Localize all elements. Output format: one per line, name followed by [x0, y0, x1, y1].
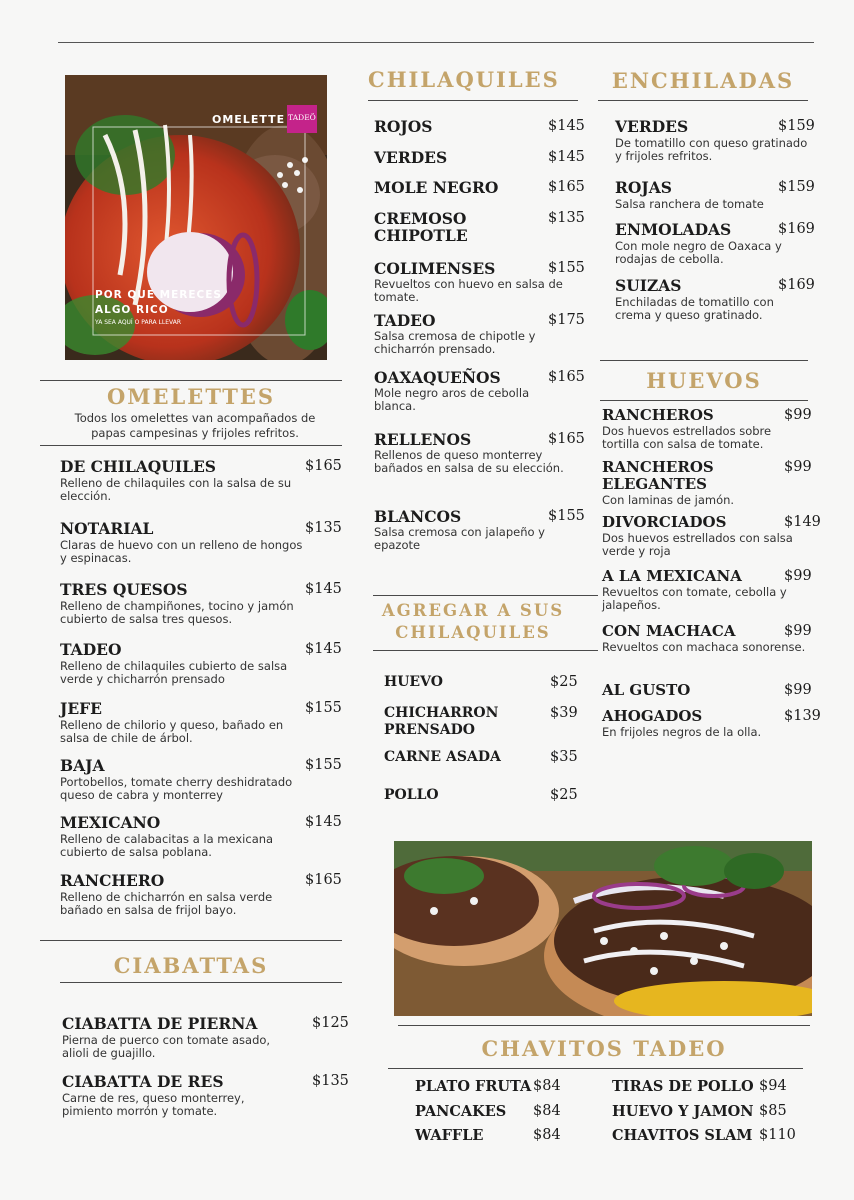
- item-name: WAFFLE: [415, 1127, 484, 1144]
- item-description: Salsa cremosa con jalapeño y epazote: [374, 525, 545, 552]
- chilaquiles-item: [374, 118, 584, 148]
- omelettes-item: [60, 871, 342, 917]
- omelettes-rule-bottom: [40, 445, 342, 446]
- item-price: $165: [305, 872, 342, 888]
- chavitos-item: [415, 1127, 565, 1157]
- chavitos-rule-top: [398, 1025, 810, 1026]
- chavitos-item: [612, 1127, 802, 1157]
- item-name: RELLENOS: [374, 430, 472, 449]
- item-price: $135: [305, 520, 342, 536]
- item-name: CHICHARRON PRENSADO: [384, 705, 499, 738]
- huevos-title: HUEVOS: [646, 368, 762, 393]
- item-name: CREMOSO CHIPOTLE: [374, 209, 468, 245]
- item-description: Con laminas de jamón.: [602, 493, 735, 507]
- item-price: $135: [312, 1073, 349, 1089]
- huevos-rule-top: [600, 360, 808, 361]
- enchiladas-rule: [598, 100, 808, 101]
- omelettes-item: [60, 519, 342, 565]
- item-name: VERDES: [615, 117, 689, 136]
- item-name: DIVORCIADOS: [602, 513, 727, 531]
- photo-brand-logo: TADEÖ: [288, 113, 316, 122]
- item-name: POLLO: [384, 787, 439, 803]
- item-name: RANCHERO: [60, 871, 165, 890]
- huevos-item: [602, 707, 821, 739]
- huevos-item: [602, 567, 814, 612]
- chilaquiles-item: [374, 430, 585, 475]
- omelettes-item: [60, 457, 342, 503]
- huevos-item: [602, 406, 814, 451]
- agregar-item: [384, 787, 584, 817]
- item-description: Relleno de chicharrón en salsa verde bañado en salsa de frijol bayo.: [60, 890, 273, 917]
- item-name: NOTARIAL: [60, 519, 154, 538]
- ciabattas-rule-top: [40, 940, 342, 941]
- ciabattas-title: CIABATTAS: [113, 953, 269, 978]
- item-description: Claras de huevo con un relleno de hongos y espinacas.: [60, 538, 303, 565]
- item-description: Dos huevos estrellados sobre tortilla con salsa de tomate.: [602, 424, 772, 451]
- item-name: HUEVO Y JAMON: [612, 1103, 754, 1120]
- item-name: PANCAKES: [415, 1103, 507, 1120]
- item-name: OAXAQUEÑOS: [374, 368, 501, 387]
- item-name: BLANCOS: [374, 507, 462, 526]
- item-name: A LA MEXICANA: [602, 567, 742, 585]
- item-description: Relleno de chilorio y queso, bañado en salsa de chile de árbol.: [60, 718, 284, 745]
- item-price: $25: [550, 674, 578, 690]
- huevos-item: [602, 458, 814, 507]
- omelettes-item: [60, 640, 342, 686]
- item-name: DE CHILAQUILES: [60, 457, 216, 476]
- item-name: CHAVITOS SLAM: [612, 1127, 753, 1144]
- photo-label-omelette: OMELETTE: [212, 113, 286, 126]
- huevos-item: [602, 513, 821, 558]
- item-description: Relleno de champiñones, tocino y jamón cubierto de salsa tres quesos.: [60, 599, 294, 626]
- item-description: Enchiladas de tomatillo con crema y queso gratinado.: [615, 295, 774, 322]
- item-price: $169: [778, 277, 815, 293]
- enchiladas-item: [615, 276, 815, 322]
- item-name: AHOGADOS: [602, 707, 703, 725]
- item-price: $165: [305, 458, 342, 474]
- item-price: $155: [305, 757, 342, 773]
- omelettes-item: [60, 756, 342, 802]
- item-price: $110: [759, 1127, 796, 1143]
- chilaquiles-rule: [368, 100, 578, 101]
- omelettes-intro: Todos los omelettes van acompañados de papas campesinas y frijoles refritos.: [74, 411, 316, 440]
- huevos-rule-bottom: [600, 400, 808, 401]
- item-price: $145: [305, 581, 342, 597]
- item-price: $159: [778, 118, 815, 134]
- item-description: Portobellos, tomate cherry deshidratado queso de cabra y monterrey: [60, 775, 293, 802]
- chilaquiles-item: [374, 259, 585, 304]
- agregar-item: [384, 674, 584, 704]
- agregar-title-line2: CHILAQUILES: [395, 623, 551, 642]
- agregar-item: [384, 749, 584, 779]
- sopes-image: [394, 841, 812, 1016]
- chilaquiles-item: [374, 311, 585, 356]
- item-description: Dos huevos estrellados con salsa verde y roja: [602, 531, 793, 558]
- chilaquiles-title: CHILAQUILES: [368, 67, 560, 92]
- omelettes-item: [60, 813, 342, 859]
- agregar-rule-bottom: [373, 650, 598, 651]
- item-name: HUEVO: [384, 674, 443, 690]
- item-price: $135: [548, 210, 585, 226]
- item-price: $84: [533, 1127, 561, 1143]
- photo-tagline-3: YA SEA AQUÍ O PARA LLEVAR: [95, 319, 181, 326]
- item-description: Pierna de puerco con tomate asado, alioli de guajillo.: [62, 1033, 271, 1060]
- item-name: RANCHEROS ELEGANTES: [602, 458, 714, 493]
- item-description: Relleno de chilaquiles con la salsa de su elección.: [60, 476, 292, 503]
- item-price: $39: [550, 705, 578, 721]
- chilaquiles-item: [374, 368, 585, 413]
- item-name: TRES QUESOS: [60, 580, 188, 599]
- item-name: ROJOS: [374, 117, 433, 136]
- item-name: AL GUSTO: [602, 681, 691, 699]
- chavitos-title: CHAVITOS TADEO: [481, 1036, 727, 1061]
- item-price: $99: [784, 459, 812, 475]
- agregar-rule-top: [373, 595, 598, 596]
- item-name: CIABATTA DE PIERNA: [62, 1014, 258, 1033]
- item-name: MOLE NEGRO: [374, 178, 499, 197]
- item-description: Revueltos con huevo en salsa de tomate.: [374, 277, 563, 304]
- item-name: JEFE: [60, 699, 102, 718]
- item-description: Rellenos de queso monterrey bañados en salsa de su elección.: [374, 448, 564, 475]
- item-price: $125: [312, 1015, 349, 1031]
- item-name: BAJA: [60, 756, 105, 775]
- item-name: MEXICANO: [60, 813, 161, 832]
- enchiladas-item: [615, 179, 815, 209]
- item-description: Relleno de chilaquiles cubierto de salsa verde y chicharrón prensado: [60, 659, 288, 686]
- item-price: $84: [533, 1078, 561, 1094]
- item-name: RANCHEROS: [602, 406, 714, 424]
- photo-tagline-1: POR QUE MERECES: [95, 289, 222, 301]
- item-price: $35: [550, 749, 578, 765]
- item-price: $155: [548, 508, 585, 524]
- chilaquiles-item: [374, 209, 585, 245]
- enchiladas-title: ENCHILADAS: [611, 68, 795, 93]
- chilaquiles-item: [374, 179, 584, 209]
- item-price: $94: [759, 1078, 787, 1094]
- item-name: CARNE ASADA: [384, 749, 501, 765]
- item-price: $99: [784, 407, 812, 423]
- item-price: $165: [548, 179, 585, 195]
- item-name: TADEO: [60, 640, 122, 659]
- item-price: $165: [548, 369, 585, 385]
- item-price: $99: [784, 568, 812, 584]
- chavitos-rule-bottom: [388, 1068, 803, 1069]
- agregar-item: [384, 705, 584, 738]
- item-price: $169: [778, 221, 815, 237]
- item-name: TIRAS DE POLLO: [612, 1078, 754, 1095]
- item-name: CIABATTA DE RES: [62, 1072, 224, 1091]
- item-description: Con mole negro de Oaxaca y rodajas de cebolla.: [615, 239, 782, 266]
- item-price: $25: [550, 787, 578, 803]
- omelettes-item: [60, 699, 342, 745]
- agregar-title-line1: AGREGAR A SUS: [381, 601, 565, 620]
- item-name: TADEO: [374, 311, 436, 330]
- chilaquiles-item: [374, 507, 585, 552]
- item-price: $149: [784, 514, 821, 530]
- item-description: Revueltos con machaca sonorense.: [602, 640, 806, 654]
- item-price: $145: [305, 814, 342, 830]
- item-description: Salsa cremosa de chipotle y chicharrón prensado.: [374, 329, 536, 356]
- item-name: CON MACHACA: [602, 622, 736, 640]
- item-name: COLIMENSES: [374, 259, 496, 278]
- item-description: Mole negro aros de cebolla blanca.: [374, 386, 530, 413]
- photo-tagline-2: ALGO RICO: [95, 304, 169, 316]
- omelettes-item: [60, 580, 342, 626]
- item-description: De tomatillo con queso gratinado y frijoles refritos.: [615, 136, 808, 163]
- sopes-photo: [394, 841, 812, 1016]
- ciabattas-item: [62, 1072, 349, 1118]
- item-price: $155: [305, 700, 342, 716]
- omelettes-rule-top: [40, 380, 342, 381]
- item-name: SUIZAS: [615, 276, 682, 295]
- item-name: ROJAS: [615, 178, 672, 197]
- huevos-item: [602, 623, 814, 653]
- ciabattas-item: [62, 1014, 349, 1060]
- item-description: Salsa ranchera de tomate: [615, 197, 764, 211]
- item-price: $165: [548, 431, 585, 447]
- item-price: $139: [784, 708, 821, 724]
- item-name: PLATO FRUTA: [415, 1078, 532, 1095]
- item-price: $99: [784, 623, 812, 639]
- omelette-photo: [65, 75, 327, 360]
- item-description: Carne de res, queso monterrey, pimiento morrón y tomate.: [62, 1091, 245, 1118]
- item-price: $84: [533, 1103, 561, 1119]
- item-price: $159: [778, 179, 815, 195]
- omelettes-title: OMELETTES: [107, 384, 275, 409]
- enchiladas-item: [615, 117, 815, 163]
- item-price: $175: [548, 312, 585, 328]
- ciabattas-rule-bottom: [60, 982, 342, 983]
- item-price: $155: [548, 260, 585, 276]
- item-description: Relleno de calabacitas a la mexicana cubierto de salsa poblana.: [60, 832, 274, 859]
- item-price: $145: [548, 149, 585, 165]
- item-price: $85: [759, 1103, 787, 1119]
- item-description: En frijoles negros de la olla.: [602, 725, 762, 739]
- item-price: $145: [305, 641, 342, 657]
- item-price: $145: [548, 118, 585, 134]
- item-name: VERDES: [374, 148, 448, 167]
- top-rule: [58, 42, 814, 43]
- item-description: Revueltos con tomate, cebolla y jalapeños.: [602, 585, 787, 612]
- item-name: ENMOLADAS: [615, 220, 732, 239]
- item-price: $99: [784, 682, 812, 698]
- enchiladas-item: [615, 220, 815, 266]
- chilaquiles-item: [374, 149, 584, 179]
